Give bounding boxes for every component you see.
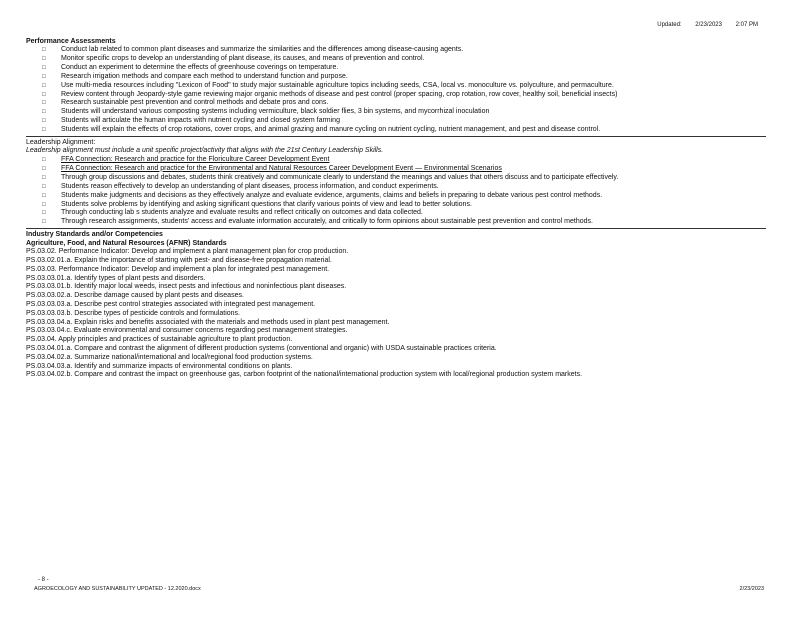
list-item: □ Students will understand various composting systems including vermiculture, black soldier flies, 3 bin systems, and mycorrhizal inoculation (26, 108, 766, 117)
square-bullet-icon: □ (42, 165, 46, 172)
leadership-list (26, 156, 766, 227)
square-bullet-icon: □ (42, 192, 46, 199)
square-bullet-icon: □ (42, 174, 46, 181)
square-bullet-icon: □ (42, 127, 46, 134)
standard-item: PS.03.03.04.c. Evaluate environmental and consumer concerns regarding pest management strategies. (26, 327, 348, 335)
standard-item: PS.03.02. Performance Indicator: Develop and implement a plant management plan for crop production. (26, 248, 349, 256)
square-bullet-icon: □ (42, 82, 46, 89)
square-bullet-icon: □ (42, 210, 46, 217)
standard-item: PS.03.04. Apply principles and practices of sustainable agriculture to plant production. (26, 336, 293, 344)
standard-item: PS.03.04.02.b. Compare and contrast the impact on greenhouse gas, carbon footprint of the national/international production system with local/regional production system markets. (26, 371, 583, 379)
updated-date: 2/23/2023 (695, 22, 722, 28)
list-item: □ Students will articulate the human impacts with nutrient cycling and closed system farming (26, 117, 766, 126)
section-divider (26, 228, 766, 229)
ffa-connection-item: □ FFA Connection: Research and practice for the Environmental and Natural Resources Career Development Event — Environmental Scenarios (26, 165, 766, 174)
leadership-heading: Leadership Alignment: (26, 139, 96, 147)
square-bullet-icon: □ (42, 156, 46, 163)
page-number: - 8 - (38, 577, 49, 583)
square-bullet-icon: □ (42, 64, 46, 71)
updated-stamp (645, 22, 758, 28)
square-bullet-icon: □ (42, 73, 46, 80)
square-bullet-icon: □ (42, 118, 46, 125)
square-bullet-icon: □ (42, 47, 46, 53)
document-page (26, 37, 766, 380)
square-bullet-icon: □ (42, 109, 46, 116)
square-bullet-icon: □ (42, 219, 46, 226)
list-item: □ Students reason effectively to develop an understanding of plant diseases, process information, and conduct experiments. (26, 183, 766, 192)
list-item: □ Students will explain the effects of crop rotations, cover crops, and animal grazing and manure cycling on nutrient cycling, nutrient management, and pest and disease control. (26, 126, 766, 135)
square-bullet-icon: □ (42, 201, 46, 208)
list-item: □ Research irrigation methods and compare each method to understand function and purpose. (26, 73, 766, 82)
list-item: □ Research sustainable pest prevention and control methods and debate pros and cons. (26, 99, 766, 108)
list-item: □ Students solve problems by identifying and asking significant questions that clarify various points of view and lead to better solutions. (26, 201, 766, 210)
standard-item: PS.03.04.01.a. Compare and contrast the alignment of different production systems (conventional and organic) with USDA sustainable practices criteria. (26, 344, 497, 352)
standard-item: PS.03.02.01.a. Explain the importance of starting with pest- and disease-free propagation material. (26, 257, 332, 265)
standard-item: PS.03.04.02.a. Summarize national/international and local/regional food production systems. (26, 353, 313, 361)
list-item: □ Through conducting lab s students analyze and evaluate results and reflect critically on outcomes and data collected. (26, 209, 766, 218)
standard-item: PS.03.03.01.a. Identify types of plant pests and disorders. (26, 274, 206, 282)
square-bullet-icon: □ (42, 100, 46, 107)
leadership-note: Leadership alignment must include a unit specific project/activity that aligns with the 21st Century Leadership Skills. (26, 147, 384, 155)
performance-list (26, 46, 766, 135)
standard-item: PS.03.03.01.b. Identify major local weeds, insect pests and infectious and noninfectious plant diseases. (26, 283, 347, 291)
ffa-connection-item: □ FFA Connection: Research and practice for the Floriculture Career Development Event (26, 156, 766, 165)
list-item: □ Monitor specific crops to develop an understanding of plant disease, its causes, and means of prevention and control. (26, 55, 766, 64)
standard-item: PS.03.03. Performance Indicator: Develop and implement a plan for integrated pest management. (26, 265, 330, 273)
page-footer (34, 577, 764, 592)
performance-heading: Performance Assessments (26, 38, 116, 45)
standard-item: PS.03.03.04.a. Explain risks and benefits associated with the materials and methods used in plant pest management. (26, 318, 390, 326)
footer-date: 2/23/2023 (739, 586, 764, 592)
standard-item: PS.03.03.03.b. Describe types of pesticide controls and formulations. (26, 309, 241, 317)
list-item: □ Through group discussions and debates, students think creatively and communicate clearly to understand the meanings and values that others discuss and to participate effectively. (26, 174, 766, 183)
list-item: □ Conduct lab related to common plant diseases and summarize the similarities and the differences among disease-causing agents. (26, 46, 766, 55)
square-bullet-icon: □ (42, 183, 46, 190)
list-item: □ Through research assignments, students' access and evaluate information accurately, and critically to form opinions about sustainable pest prevention and control methods. (26, 218, 766, 227)
list-item: □ Students make judgments and decisions as they effectively analyze and evaluate evidence, arguments, claims and beliefs in preparing to debate various pest control methods. (26, 192, 766, 201)
section-divider (26, 136, 766, 137)
updated-label: Updated: (657, 22, 682, 28)
list-item: □ Review content through Jeopardy-style game reviewing major organic methods of disease and pest control (proper spacing, crop rotation, row cover, healthy soil, beneficial insects) (26, 91, 766, 100)
standard-item: PS.03.03.03.a. Describe pest control strategies associated with integrated pest management. (26, 301, 316, 308)
list-item: □ Conduct an experiment to determine the effects of greenhouse coverings on temperature. (26, 64, 766, 73)
footer-file-name: AGROECOLOGY AND SUSTAINABILITY UPDATED - 12.2020.docx (34, 586, 201, 592)
square-bullet-icon: □ (42, 91, 46, 98)
afnr-standards-heading: Agriculture, Food, and Natural Resources (AFNR) Standards (26, 240, 227, 248)
standards-list (26, 248, 766, 380)
square-bullet-icon: □ (42, 55, 46, 62)
industry-heading: Industry Standards and/or Competencies (26, 231, 163, 239)
standard-item: PS.03.04.03.a. Identify and summarize impacts of environmental conditions on plants. (26, 362, 293, 370)
standard-item: PS.03.03.02.a. Describe damage caused by plant pests and diseases. (26, 292, 244, 300)
updated-time: 2:07 PM (735, 22, 758, 28)
list-item: □ Use multi-media resources including "Lexicon of Food" to study major sustainable agriculture topics including seeds, CSA, local vs. monoculture vs. polyculture, and permaculture. (26, 82, 766, 91)
